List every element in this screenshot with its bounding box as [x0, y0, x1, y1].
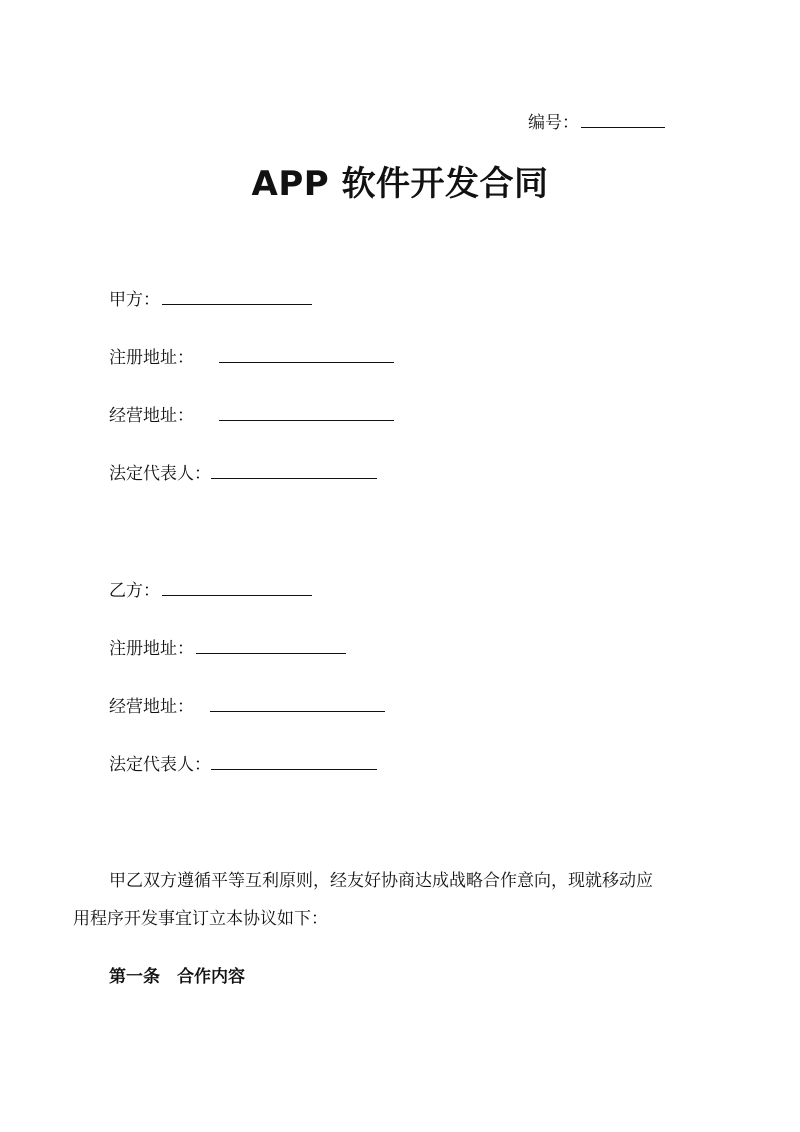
contract-number-line: [528, 111, 665, 134]
party-a-name-blank: [162, 288, 312, 305]
section-1-heading: 第一条 合作内容: [109, 967, 245, 987]
party-b-op-address-line: [109, 695, 385, 718]
party-a-name-label: 甲方：: [109, 290, 160, 310]
party-b-legal-rep-label: 法定代表人：: [109, 755, 211, 775]
party-a-reg-address-line: [109, 346, 394, 369]
party-a-legal-rep-line: [109, 462, 377, 485]
party-b-legal-rep-blank: [211, 753, 377, 770]
party-b-reg-address-line: [109, 637, 346, 660]
document-title: APP 软件开发合同: [251, 164, 549, 204]
party-b-name-label: 乙方：: [109, 581, 160, 601]
intro-paragraph-line-1: 甲乙双方遵循平等互利原则，经友好协商达成战略合作意向，现就移动应: [109, 871, 653, 891]
party-a-op-address-line: [109, 404, 394, 427]
party-a-reg-address-blank: [219, 346, 394, 363]
party-b-name-blank: [162, 579, 312, 596]
intro-paragraph-line-2: 用程序开发事宜订立本协议如下：: [73, 909, 328, 929]
party-b-reg-address-blank: [196, 637, 346, 654]
party-a-reg-address-label: 注册地址：: [109, 348, 194, 368]
party-b-op-address-label: 经营地址：: [109, 697, 194, 717]
contract-number-label: 编号：: [528, 113, 579, 133]
party-b-legal-rep-line: [109, 753, 377, 776]
party-a-name-line: [109, 288, 312, 311]
contract-number-blank: [581, 111, 665, 128]
party-b-name-line: [109, 579, 312, 602]
party-a-legal-rep-blank: [211, 462, 377, 479]
party-a-legal-rep-label: 法定代表人：: [109, 464, 211, 484]
party-b-reg-address-label: 注册地址：: [109, 639, 194, 659]
party-b-op-address-blank: [210, 695, 385, 712]
party-a-op-address-blank: [219, 404, 394, 421]
party-a-op-address-label: 经营地址：: [109, 406, 194, 426]
